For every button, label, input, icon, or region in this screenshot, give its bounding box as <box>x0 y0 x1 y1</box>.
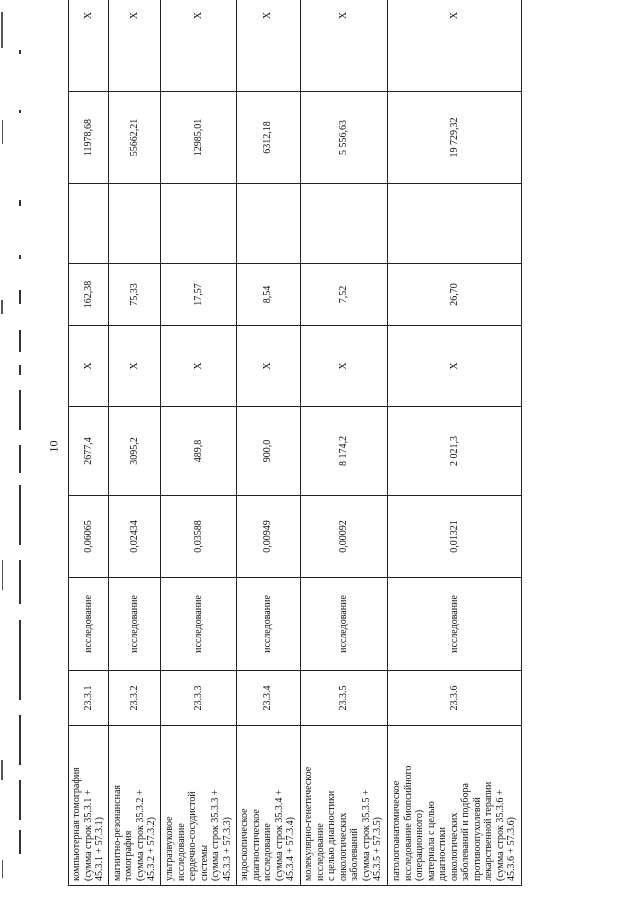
column-7 <box>161 184 237 264</box>
column-6: 7,52 <box>300 264 387 326</box>
page-number <box>44 436 64 456</box>
table-row <box>236 0 300 886</box>
column-7 <box>109 184 161 264</box>
unit-cost: 2677,4 <box>69 407 109 496</box>
column-7 <box>69 184 109 264</box>
unit-cost: 489,8 <box>161 407 237 496</box>
column-6: 75,33 <box>109 264 161 326</box>
line-code: 23.3.4 <box>236 671 300 726</box>
column-9: Х <box>161 0 237 92</box>
column-8: 55662,21 <box>109 92 161 184</box>
column-6: 17,57 <box>161 264 237 326</box>
table-row <box>387 0 521 886</box>
unit-cost: 8 174,2 <box>300 407 387 496</box>
table-row <box>109 0 161 886</box>
volume-norm: 0,00092 <box>300 496 387 578</box>
volume-norm: 0,06065 <box>69 496 109 578</box>
column-9: Х <box>236 0 300 92</box>
volume-norm: 0,00949 <box>236 496 300 578</box>
column-5: Х <box>161 326 237 407</box>
tariff-table <box>68 0 522 886</box>
unit-of-measure: исследование <box>300 578 387 671</box>
column-9: Х <box>300 0 387 92</box>
unit-of-measure: исследование <box>236 578 300 671</box>
line-code: 23.3.2 <box>109 671 161 726</box>
service-name: эндоскопическое диагностическое исследование (сумма строк 35.3.4 + 45.3.4 + 57.3.4) <box>236 726 300 886</box>
column-5: Х <box>387 326 521 407</box>
column-7 <box>236 184 300 264</box>
unit-of-measure: исследование <box>109 578 161 671</box>
column-5: Х <box>300 326 387 407</box>
column-9: Х <box>387 0 521 92</box>
column-6: 26,70 <box>387 264 521 326</box>
column-6: 162,38 <box>69 264 109 326</box>
column-6: 8,54 <box>236 264 300 326</box>
column-8: 6312,18 <box>236 92 300 184</box>
table-row <box>300 0 387 886</box>
service-name: патологоанатомическое исследование биопсийного (операционного) материала с целью диагностики онкологических заболеваний и подбора противоопухолевой лекарственной терапии (сумма строк 35.3.6 + 45.3.6 + 57.3.6) <box>387 726 521 886</box>
service-name: магнитно-резонансная томография (сумма строк 35.3.2 + 45.3.2 + 57.3.2) <box>109 726 161 886</box>
unit-of-measure: исследование <box>69 578 109 671</box>
service-name: ультразвуковое исследование сердечно-сосудистой системы (сумма строк 35.3.3 + 45.3.3 + 57.3.3) <box>161 726 237 886</box>
column-5: Х <box>69 326 109 407</box>
line-code: 23.3.5 <box>300 671 387 726</box>
column-9: Х <box>69 0 109 92</box>
volume-norm: 0,03588 <box>161 496 237 578</box>
line-code: 23.3.6 <box>387 671 521 726</box>
column-9: Х <box>109 0 161 92</box>
table-row <box>161 0 237 886</box>
rotated-table-container <box>68 11 522 886</box>
rotated-table <box>68 11 522 886</box>
column-8: 11978,68 <box>69 92 109 184</box>
unit-cost: 3095,2 <box>109 407 161 496</box>
column-8: 19 729,32 <box>387 92 521 184</box>
line-code: 23.3.1 <box>69 671 109 726</box>
volume-norm: 0,01321 <box>387 496 521 578</box>
service-name: молекулярно-генетическое исследование с целью диагностики онкологических заболеваний (сумма строк 35.3.5 + 45.3.5 + 57.3.5) <box>300 726 387 886</box>
service-name: компьютерная томография (сумма строк 35.3.1 + 45.3.1 + 57.3.1) <box>69 726 109 886</box>
column-5: Х <box>109 326 161 407</box>
column-5: Х <box>236 326 300 407</box>
column-8: 5 556,63 <box>300 92 387 184</box>
column-7 <box>300 184 387 264</box>
column-8: 12985,01 <box>161 92 237 184</box>
unit-of-measure: исследование <box>161 578 237 671</box>
table-body <box>69 0 522 886</box>
line-code: 23.3.3 <box>161 671 237 726</box>
unit-of-measure: исследование <box>387 578 521 671</box>
page-number-text: 10 <box>46 440 61 452</box>
table-row <box>69 0 109 886</box>
unit-cost: 2 021,3 <box>387 407 521 496</box>
unit-cost: 900,0 <box>236 407 300 496</box>
volume-norm: 0,02434 <box>109 496 161 578</box>
column-7 <box>387 184 521 264</box>
